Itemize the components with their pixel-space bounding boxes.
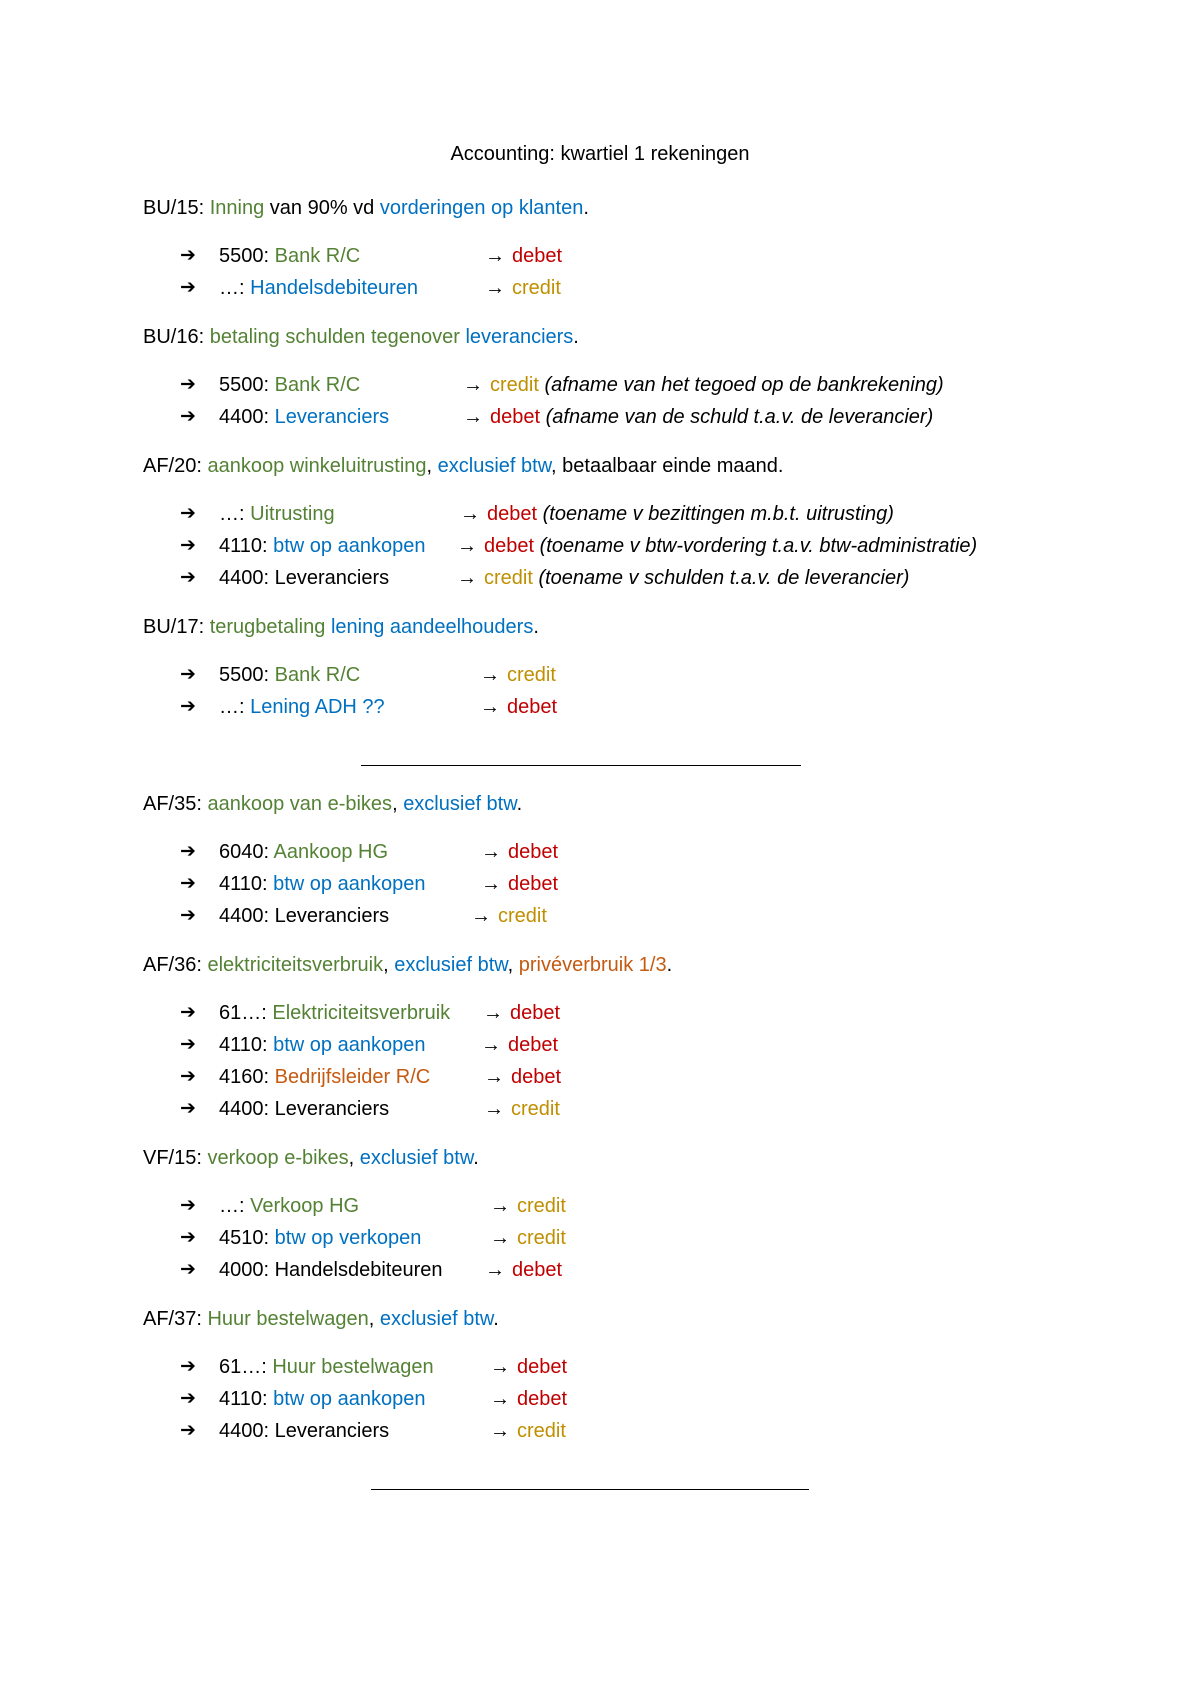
account-code: 4110: <box>219 535 274 557</box>
heading-segment: Huur bestelwagen <box>207 1308 369 1330</box>
section-heading <box>143 1307 499 1331</box>
side-label: credit <box>511 1098 560 1120</box>
heading-segment: vorderingen op klanten <box>379 197 584 219</box>
account <box>219 566 389 590</box>
account-name: Uitrusting <box>250 503 335 525</box>
account-name: Bank R/C <box>274 664 361 686</box>
arrow-icon: ➔ <box>180 1195 196 1216</box>
side-label: credit <box>517 1227 566 1249</box>
heading-segment: : <box>196 793 208 815</box>
arrow-icon: ➔ <box>180 1098 196 1119</box>
side-arrow-icon: → <box>460 503 480 525</box>
account-code: …: <box>219 1195 251 1217</box>
account-code: 4400: <box>219 1098 275 1120</box>
account <box>219 1258 443 1282</box>
journal-entry-row <box>180 1258 1080 1282</box>
side-arrow-icon: → <box>484 1098 504 1120</box>
heading-segment: , <box>507 954 519 976</box>
side-label: credit <box>484 567 533 589</box>
journal-entry-row <box>180 534 1080 558</box>
account <box>219 534 425 558</box>
account <box>219 904 389 928</box>
account-name: Leveranciers <box>274 905 390 927</box>
arrow-icon: ➔ <box>180 503 196 524</box>
side-label: debet <box>508 1034 559 1056</box>
account-code: 4160: <box>219 1066 275 1088</box>
posting-side <box>485 244 562 268</box>
side-arrow-icon: → <box>490 1388 510 1410</box>
arrow-icon: ➔ <box>180 1259 196 1280</box>
journal-entry-row <box>180 276 1080 300</box>
heading-segment: : <box>198 616 210 638</box>
posting-side <box>490 1226 566 1250</box>
side-arrow-icon: → <box>485 277 505 299</box>
side-arrow-icon: → <box>490 1195 510 1217</box>
account-code: 4510: <box>219 1227 275 1249</box>
heading-segment: exclusief btw <box>394 954 508 976</box>
account-name: Bank R/C <box>274 374 361 396</box>
document-title: Accounting: kwartiel 1 rekeningen <box>450 143 750 165</box>
side-arrow-icon: → <box>490 1356 510 1378</box>
section-divider-2 <box>371 1489 809 1490</box>
account <box>219 1226 421 1250</box>
heading-segment: : <box>198 326 210 348</box>
posting-side <box>490 1355 567 1379</box>
journal-entry-row <box>180 840 1080 864</box>
arrow-icon: ➔ <box>180 1034 196 1055</box>
journal-entry-row <box>180 373 1080 397</box>
side-label: credit <box>507 664 556 686</box>
account <box>219 405 389 429</box>
section-divider-1 <box>361 765 801 766</box>
side-label: credit <box>517 1420 566 1442</box>
arrow-icon: ➔ <box>180 1227 196 1248</box>
account-code: …: <box>219 696 251 718</box>
side-label: credit <box>512 277 561 299</box>
heading-segment: , <box>383 954 395 976</box>
account-name: Leveranciers <box>274 1098 390 1120</box>
entry-note: (afname van het tegoed op de bankrekening) <box>544 374 944 396</box>
heading-segment: , betaalbaar einde maand. <box>551 455 784 477</box>
heading-segment: elektriciteitsverbruik <box>207 954 384 976</box>
account-name: Aankoop HG <box>273 841 389 863</box>
arrow-icon: ➔ <box>180 1356 196 1377</box>
heading-segment: . <box>583 197 589 219</box>
heading-segment: privéverbruik 1/3 <box>518 954 667 976</box>
entry-note: (toename v bezittingen m.b.t. uitrusting) <box>542 503 894 525</box>
arrow-icon: ➔ <box>180 1420 196 1441</box>
arrow-icon: ➔ <box>180 567 196 588</box>
side-arrow-icon: → <box>481 1034 501 1056</box>
account <box>219 1387 425 1411</box>
heading-segment: : <box>196 954 208 976</box>
account-name: Huur bestelwagen <box>272 1356 434 1378</box>
account-name: Verkoop HG <box>250 1195 360 1217</box>
heading-segment: leveranciers <box>465 326 574 348</box>
arrow-icon: ➔ <box>180 535 196 556</box>
account <box>219 1001 450 1025</box>
heading-segment: . <box>493 1308 499 1330</box>
account-code: 4110: <box>219 1388 274 1410</box>
journal-entry-row <box>180 1355 1080 1379</box>
journal-entry-row <box>180 1065 1080 1089</box>
journal-entry-row <box>180 1194 1080 1218</box>
posting-side <box>490 1387 567 1411</box>
account-name: Leveranciers <box>274 406 390 428</box>
journal-entry-row <box>180 663 1080 687</box>
entry-note: (afname van de schuld t.a.v. de leverancier) <box>545 406 934 428</box>
account <box>219 872 425 896</box>
side-arrow-icon: → <box>484 1066 504 1088</box>
heading-segment: BU/15 <box>143 197 199 219</box>
account <box>219 1065 430 1089</box>
account <box>219 840 388 864</box>
account-name: Handelsdebiteuren <box>274 1259 443 1281</box>
account-code: 4400: <box>219 905 275 927</box>
side-label: debet <box>487 503 538 525</box>
account <box>219 1194 359 1218</box>
journal-entry-row <box>180 1033 1080 1057</box>
side-arrow-icon: → <box>480 664 500 686</box>
heading-segment: BU/16 <box>143 326 199 348</box>
heading-segment: aankoop van e-bikes <box>207 793 393 815</box>
side-label: debet <box>512 245 563 267</box>
heading-segment: , <box>368 1308 380 1330</box>
journal-entry-row <box>180 872 1080 896</box>
account-code: …: <box>219 503 251 525</box>
journal-entry-row <box>180 244 1080 268</box>
account-code: 61…: <box>219 1002 273 1024</box>
side-arrow-icon: → <box>481 873 501 895</box>
section-heading <box>143 454 783 478</box>
journal-entry-row <box>180 1387 1080 1411</box>
account-code: 5500: <box>219 664 275 686</box>
posting-side <box>485 276 561 300</box>
account <box>219 502 335 526</box>
account-name: btw op aankopen <box>273 1388 426 1410</box>
arrow-icon: ➔ <box>180 1002 196 1023</box>
heading-segment: terugbetaling <box>209 616 326 638</box>
account-name: btw op aankopen <box>273 1034 426 1056</box>
side-arrow-icon: → <box>457 535 477 557</box>
heading-segment: : <box>198 197 210 219</box>
heading-segment: AF/35 <box>143 793 197 815</box>
posting-side <box>490 1194 566 1218</box>
posting-side <box>481 872 558 896</box>
side-arrow-icon: → <box>463 374 483 396</box>
account <box>219 244 360 268</box>
posting-side <box>480 695 557 719</box>
heading-segment: AF/20 <box>143 455 197 477</box>
heading-segment: verkoop e-bikes <box>207 1147 349 1169</box>
arrow-icon: ➔ <box>180 1388 196 1409</box>
heading-segment: : <box>196 1147 208 1169</box>
posting-side <box>463 405 933 429</box>
heading-segment: exclusief btw <box>403 793 517 815</box>
account <box>219 1033 425 1057</box>
account <box>219 663 360 687</box>
arrow-icon: ➔ <box>180 841 196 862</box>
account-code: 4400: <box>219 567 275 589</box>
arrow-icon: ➔ <box>180 374 196 395</box>
heading-segment: : <box>196 1308 208 1330</box>
section-heading <box>143 615 539 639</box>
posting-side <box>463 373 944 397</box>
side-label: debet <box>484 535 535 557</box>
journal-entry-row <box>180 502 1080 526</box>
heading-segment: AF/37 <box>143 1308 197 1330</box>
account-name: Bank R/C <box>274 245 361 267</box>
side-arrow-icon: → <box>485 245 505 267</box>
section-heading <box>143 1146 479 1170</box>
heading-segment: VF/15 <box>143 1147 197 1169</box>
posting-side <box>484 1097 560 1121</box>
account-code: 4000: <box>219 1259 275 1281</box>
heading-segment: . <box>516 793 523 815</box>
heading-segment: exclusief btw <box>359 1147 474 1169</box>
account-name: Leveranciers <box>274 1420 390 1442</box>
heading-segment: : <box>196 455 208 477</box>
side-arrow-icon: → <box>457 567 477 589</box>
posting-side <box>457 566 909 590</box>
posting-side <box>485 1258 562 1282</box>
side-arrow-icon: → <box>471 905 491 927</box>
section-heading <box>143 953 672 977</box>
account-code: 4400: <box>219 1420 275 1442</box>
account-name: btw op aankopen <box>273 873 426 895</box>
side-label: credit <box>490 374 539 396</box>
side-label: credit <box>498 905 547 927</box>
posting-side <box>483 1001 560 1025</box>
account-name: Bedrijfsleider R/C <box>274 1066 431 1088</box>
heading-segment: BU/17 <box>143 616 199 638</box>
journal-entry-row <box>180 695 1080 719</box>
account <box>219 1419 389 1443</box>
account-name: Leveranciers <box>274 567 390 589</box>
arrow-icon: ➔ <box>180 696 196 717</box>
heading-segment: . <box>533 616 539 638</box>
heading-segment: . <box>666 954 673 976</box>
account <box>219 1097 389 1121</box>
entry-note: (toename v schulden t.a.v. de leverancier) <box>538 567 910 589</box>
account-code: …: <box>219 277 251 299</box>
side-label: debet <box>507 696 558 718</box>
heading-segment: . <box>573 326 579 348</box>
account-code: 6040: <box>219 841 274 863</box>
posting-side <box>471 904 547 928</box>
journal-entry-row <box>180 566 1080 590</box>
heading-segment: aankoop winkeluitrusting <box>207 455 427 477</box>
posting-side <box>457 534 977 558</box>
account <box>219 373 360 397</box>
heading-segment: betaling schulden tegenover <box>209 326 460 348</box>
side-label: credit <box>517 1195 566 1217</box>
posting-side <box>481 1033 558 1057</box>
side-arrow-icon: → <box>480 696 500 718</box>
account-code: 5500: <box>219 245 275 267</box>
section-heading <box>143 196 589 220</box>
side-label: debet <box>511 1066 562 1088</box>
entry-note: (toename v btw-vordering t.a.v. btw-administratie) <box>539 535 978 557</box>
side-arrow-icon: → <box>463 406 483 428</box>
side-arrow-icon: → <box>490 1227 510 1249</box>
heading-segment: , <box>348 1147 360 1169</box>
arrow-icon: ➔ <box>180 1066 196 1087</box>
heading-segment: , <box>426 455 438 477</box>
account-name: Handelsdebiteuren <box>250 277 419 299</box>
journal-entry-row <box>180 1001 1080 1025</box>
heading-segment: AF/36 <box>143 954 197 976</box>
account-code: 4110: <box>219 1034 274 1056</box>
posting-side <box>484 1065 561 1089</box>
journal-entry-row <box>180 904 1080 928</box>
journal-entry-row <box>180 1097 1080 1121</box>
side-arrow-icon: → <box>485 1259 505 1281</box>
account-code: 61…: <box>219 1356 273 1378</box>
side-label: debet <box>490 406 541 428</box>
heading-segment: lening aandeelhouders <box>330 616 534 638</box>
side-arrow-icon: → <box>481 841 501 863</box>
heading-segment: exclusief btw <box>379 1308 494 1330</box>
arrow-icon: ➔ <box>180 905 196 926</box>
account-name: Lening ADH ?? <box>250 696 385 718</box>
journal-entry-row <box>180 1419 1080 1443</box>
posting-side <box>481 840 558 864</box>
side-label: debet <box>508 873 559 895</box>
heading-segment: , <box>392 793 404 815</box>
side-label: debet <box>510 1002 561 1024</box>
side-label: debet <box>508 841 559 863</box>
account <box>219 276 418 300</box>
side-arrow-icon: → <box>483 1002 503 1024</box>
posting-side <box>490 1419 566 1443</box>
side-label: debet <box>517 1388 568 1410</box>
heading-segment: Inning <box>209 197 265 219</box>
account-code: 5500: <box>219 374 275 396</box>
section-heading <box>143 792 522 816</box>
journal-entry-row <box>180 405 1080 429</box>
account-code: 4110: <box>219 873 274 895</box>
account-name: Elektriciteitsverbruik <box>272 1002 451 1024</box>
account-code: 4400: <box>219 406 275 428</box>
posting-side <box>460 502 894 526</box>
heading-segment: van 90% vd <box>264 197 380 219</box>
arrow-icon: ➔ <box>180 277 196 298</box>
account <box>219 695 385 719</box>
journal-entry-row <box>180 1226 1080 1250</box>
heading-segment: exclusief btw <box>437 455 552 477</box>
arrow-icon: ➔ <box>180 664 196 685</box>
heading-segment: . <box>473 1147 479 1169</box>
arrow-icon: ➔ <box>180 873 196 894</box>
side-label: debet <box>512 1259 563 1281</box>
side-label: debet <box>517 1356 568 1378</box>
section-heading <box>143 325 579 349</box>
account-name: btw op aankopen <box>273 535 426 557</box>
side-arrow-icon: → <box>490 1420 510 1442</box>
account-name: btw op verkopen <box>274 1227 422 1249</box>
account <box>219 1355 434 1379</box>
arrow-icon: ➔ <box>180 406 196 427</box>
posting-side <box>480 663 556 687</box>
arrow-icon: ➔ <box>180 245 196 266</box>
